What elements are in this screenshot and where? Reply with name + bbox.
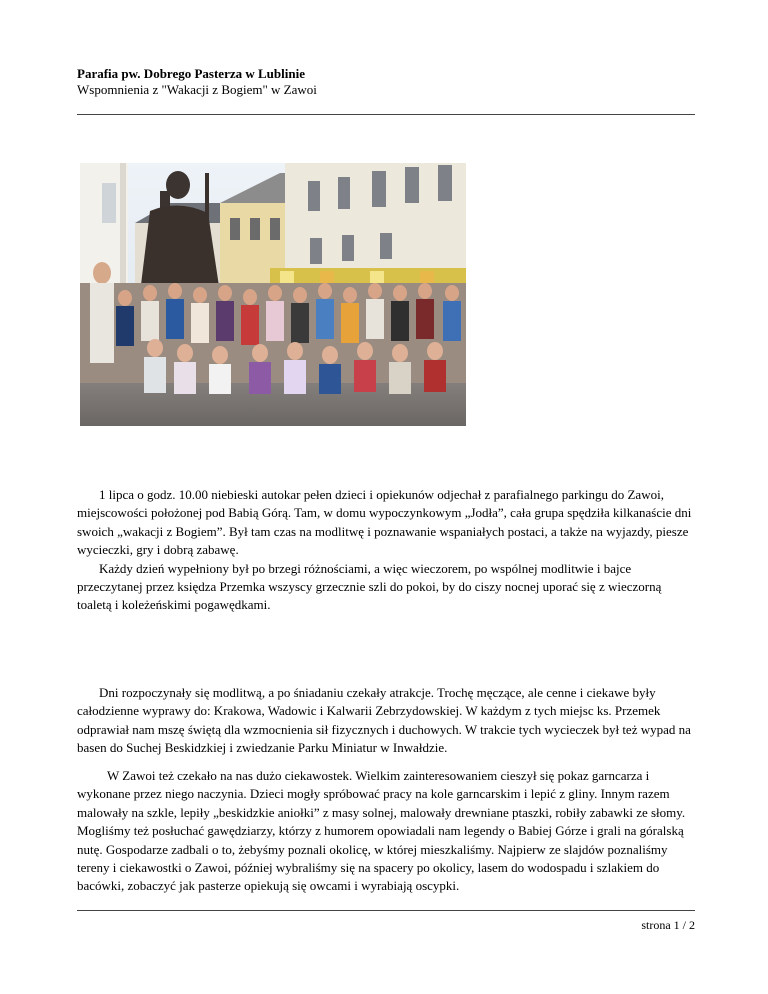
article-section-2: [77, 684, 697, 758]
article-section-3: [77, 767, 697, 896]
header-divider: [77, 114, 695, 115]
page-number: strona 1 / 2: [641, 918, 695, 932]
group-photo: [80, 163, 466, 426]
paragraph: Dni rozpoczynały się modlitwą, a po śniadaniu czekały atrakcje. Trochę męczące, ale cenne i ciekawe były całodzienne wyprawy do: Krakowa, Wadowic i Kalwarii Zebrzydowskiej. W każdym z tych miejsc ks. Przemek odprawiał nam mszę świętą dla wzmocnienia sił fizycznych i duchowych. W trakcie tych wycieczek był też wypad na basen do Suchej Beskidzkiej i zwiedzanie Parku Miniatur w Inwałdzie.: [77, 685, 691, 756]
paragraph: 1 lipca o godz. 10.00 niebieski autokar pełen dzieci i opiekunów odjechał z parafialnego parkingu do Zawoi, miejscowości położonej pod Babią Górą. Tam, w domu wypoczynkowym „Jodła”, cała grupa spędziła kilkanaście dni swoich „wakacji z Bogiem”. Był tam czas na modlitwę i poznawanie wspaniałych postaci, a także na wyjazdy, piesze wycieczki, gry i dobrą zabawę.: [77, 487, 692, 558]
footer-divider: [77, 910, 695, 911]
article-section-1: [77, 486, 697, 615]
page-header: [77, 66, 697, 98]
parish-title: Parafia pw. Dobrego Pasterza w Lublinie: [77, 66, 305, 81]
group-photo-illustration: [80, 163, 466, 426]
paragraph: W Zawoi też czekało na nas dużo ciekawostek. Wielkim zainteresowaniem cieszył się pokaz garncarza i wykonane przez niego naczynia. Dzieci mogły spróbować pracy na kole garncarskim i lepić z gliny. Innym razem malowały na szkle, lepiły „beskidzkie aniołki” z masy solnej, malowały drewniane ptaszki, robiły zabawki ze słomy. Mogliśmy też posłuchać gawędziarzy, którzy z humorem opowiadali nam legendy o Babiej Górze i grali na góralską nutę. Gospodarze zadbali o to, żebyśmy poznali okolicę, w której mieszkaliśmy. Najpierw ze slajdów poznaliśmy tereny i ciekawostki o Zawoi, później wybraliśmy się na spacery po okolicy, lasem do wodospadu i szlakiem do bacówki, zobaczyć jak pasterze opiekują się owcami i wyrabiają oscypki.: [77, 768, 686, 894]
article-subtitle: Wspomnienia z "Wakacji z Bogiem" w Zawoi: [77, 82, 317, 97]
paragraph: Każdy dzień wypełniony był po brzegi różnościami, a więc wieczorem, po wspólnej modlitwie i bajce przeczytanej przez księdza Przemka wszyscy grzecznie szli do pokoi, by do ciszy nocnej uporać się z wieczorną toaletą i koleżeńskimi pogawędkami.: [77, 560, 662, 613]
